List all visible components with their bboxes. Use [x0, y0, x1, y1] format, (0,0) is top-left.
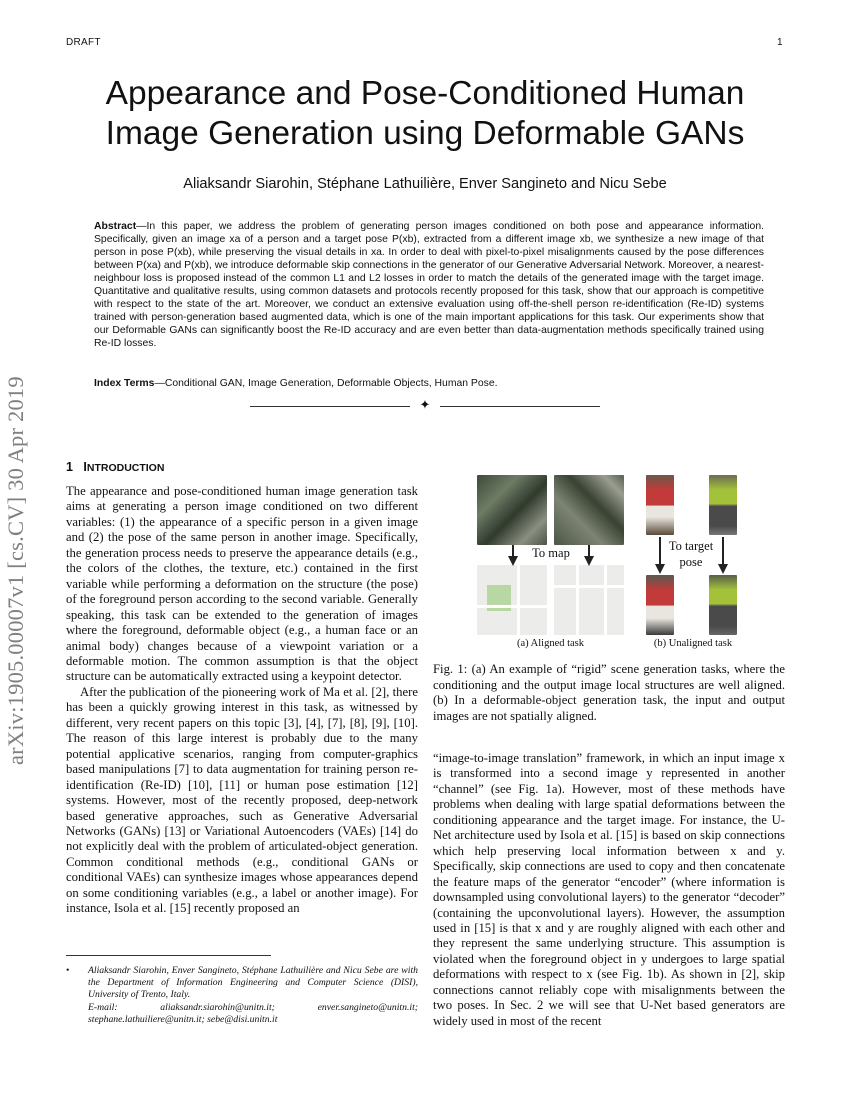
footnote-item	[66, 965, 418, 1026]
authors: Aliaksandr Siarohin, Stéphane Lathuilière, Enver Sangineto and Nicu Sebe	[183, 176, 667, 192]
author-footnote	[66, 965, 418, 1026]
aerial-image-2	[554, 475, 624, 545]
abstract-label: Abstract	[94, 221, 137, 232]
label-to-target-line-1: To target	[668, 539, 714, 553]
map-road	[517, 565, 520, 635]
arrow-head-icon	[508, 556, 518, 566]
section-number: 1	[66, 460, 73, 474]
label-to-map: To map	[532, 546, 570, 560]
arxiv-stamp: arXiv:1905.00007v1 [cs.CV] 30 Apr 2019	[3, 376, 28, 765]
separator-left	[250, 406, 410, 407]
figure-1-caption: Fig. 1: (a) An example of “rigid” scene generation tasks, where the conditioning and the output image local structures are well aligned. (b) In a deformable-object generation task, the input and output images are not spatially aligned.	[433, 662, 785, 723]
map-road	[477, 605, 547, 608]
label-to-target-pose	[661, 538, 721, 570]
intro-paragraph-3: “image-to-image translation” framework, in which an input image x is transformed into a second image y represented in another “channel” (see Fig. 1a). However, most of these methods have problems when dealing with large spatial deformations between the conditioning appearance and the target image. For instance, the U-Net architecture used by Isola et al. [15] is based on skip connections which help preserving local information between x and y. Specifically, skip connections are used to copy and then concatenate the feature maps of the generator “encoder” (where information is downsampled using convolutional layers) to the generator “decoder” (containing the upconvolutional layers). However, the assumption used in [15] is that x and y are roughly aligned with each other and they represent the same underlying structure. This assumption is violated when the foreground object in y undergoes to large spatial deformations with respect to x (see Fig. 1b). As shown in [2], skip connections cannot reliably cope with misalignments between the two poses. In Sec. 2 we will see that U-Net based generators are widely used in most of the recent	[433, 751, 785, 1028]
label-to-target-line-2: pose	[679, 555, 703, 569]
separator-right	[440, 406, 600, 407]
person-source-image-2	[709, 475, 737, 535]
intro-paragraph-2: After the publication of the pioneering work of Ma et al. [2], there has been a quickly growing interest in this task, as witnessed by different, very recent papers on this topic [3], [4], [7], [8], [9], [10]. The reason of this large interest is probably due to the many potential applicative scenarios, ranging from computer-graphics based manipulations [7] to data augmentation for training person re-identification (Re-ID) [10], [11] or human pose estimation [12] systems. However, most of the recently proposed, deep-network based generative approaches, such as Generative Adversarial Networks (GANs) [13] or Variational Autoencoders (VAEs) [14] do not explicitly deal with the problem of articulated-object generation. Common conditional methods (e.g., conditional GANs or conditional VAEs) can synthesize images whose appearances depend on some conditioning variables (e.g., a label or another image). For instance, Isola et al. [15] recently proposed an	[66, 684, 418, 916]
arrow-head-icon	[584, 556, 594, 566]
aerial-image-1	[477, 475, 547, 545]
footnote-rule	[66, 955, 271, 956]
map-image-1	[477, 565, 547, 635]
person-generated-image-2	[709, 575, 737, 635]
right-column	[433, 751, 785, 1029]
index-terms-text: —Conditional GAN, Image Generation, Deformable Objects, Human Pose.	[154, 378, 498, 389]
paper-title	[60, 74, 790, 154]
map-road	[554, 585, 624, 588]
map-road	[604, 565, 607, 635]
running-header-draft: DRAFT	[66, 37, 101, 48]
index-terms-label: Index Terms	[94, 378, 155, 389]
map-road	[576, 565, 579, 635]
person-generated-image-1	[646, 575, 674, 635]
section-heading	[66, 460, 164, 474]
page-number: 1	[777, 37, 783, 48]
section-title-rest: NTRODUCTION	[86, 462, 165, 474]
abstract-text: —In this paper, we address the problem of generating person images conditioned on both pose and appearance information. Specifically, given an image xa of a person and a target pose P(xb), extracted from a different image xb, we synthesize a new image of that person in pose P(xb), while preserving the visual details in xa. In order to deal with pixel-to-pixel misalignments caused by the pose differences between P(xa) and P(xb), we introduce deformable skip connections in the generator of our Generative Adversarial Network. Moreover, a nearest-neighbour loss is proposed instead of the common L1 and L2 losses in order to match the details of the generated image with the target image. Quantitative and qualitative results, using common datasets and protocols recently proposed for this task, show that our approach is competitive with respect to the state of the art. Moreover, we conduct an extensive evaluation using off-the-shell person re-identification (Re-ID) systems trained with person-generation based augmented data, which is one of the main important applications for this task. Our experiments show that our Deformable GANs can significantly boost the Re-ID accuracy and are even better than data-augmentation methods specifically trained using Re-ID losses.	[94, 221, 764, 349]
separator-diamond-icon: ✦	[419, 397, 431, 412]
footnote-email-2: stephane.lathuiliere@unitn.it; sebe@disi.unitn.it	[88, 1013, 278, 1025]
left-column	[66, 484, 418, 917]
title-line-2: Image Generation using Deformable GANs	[105, 115, 745, 152]
map-image-2	[554, 565, 624, 635]
footnote-affiliation: Aliaksandr Siarohin, Enver Sangineto, Stéphane Lathuilière and Nicu Sebe are with the Department of Information Engineering and Computer Science (DISI), University of Trento, Italy.	[88, 965, 418, 1001]
intro-paragraph-1: The appearance and pose-conditioned human image generation task aims at generating a person image conditioned on two different variables: (1) the appearance of a specific person in a given image and (2) the pose of the same person in another image. Specifically, the generation process needs to preserve the appearance details (e.g., the colors of the clothes, the texture, etc.) contained in the first variable while performing a deformation on the structure (the pose) of the foreground person according to the second variable. Generally speaking, this task can be extended to the generation of images where the foreground, deformable object (e.g., a human face or an animal body) changes because of a viewpoint variation or a deformable motion. The common assumption is that the object structure can be automatically extracted using a keypoint detector.	[66, 484, 418, 684]
footnote-body	[88, 965, 418, 1026]
section-title-initial: I	[83, 460, 87, 474]
index-terms	[94, 378, 764, 389]
arrow-down-icon	[722, 537, 724, 565]
figure-1	[433, 470, 785, 655]
person-source-image-1	[646, 475, 674, 535]
footnote-email-1: E-mail: aliaksandr.siarohin@unitn.it; enver.sangineto@unitn.it;	[88, 1001, 418, 1013]
title-line-1: Appearance and Pose-Conditioned Human	[105, 75, 745, 112]
subcaption-a: (a) Aligned task	[516, 638, 585, 649]
subcaption-b: (b) Unaligned task	[653, 638, 733, 649]
abstract	[94, 221, 764, 351]
footnote-bullet: •	[66, 965, 70, 976]
